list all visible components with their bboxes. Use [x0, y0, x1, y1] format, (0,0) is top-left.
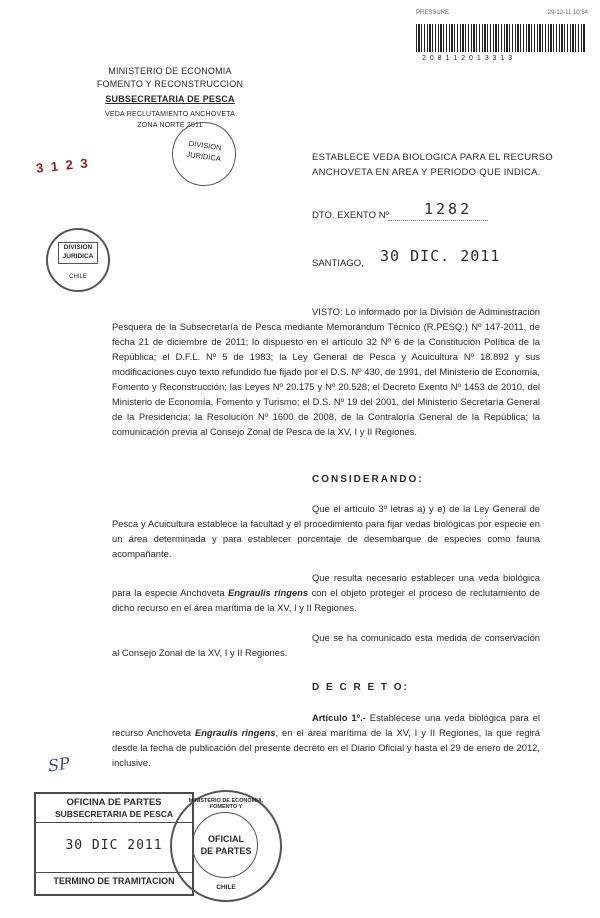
ministerio-ring-bottom: CHILE	[216, 884, 236, 891]
header-veda: VEDA RECLUTAMIENTO ANCHOVETA	[104, 111, 236, 118]
barcode-number: 2 0 8 1 1 2 0 1 3 3 1 3	[422, 55, 514, 62]
barcode-timestamp: 29-12-11 10:54	[547, 10, 588, 16]
header-subsecretaria: SUBSECRETARIA DE PESCA	[105, 94, 235, 104]
considerando-p3: Que se ha comunicado esta medida de conservación al Consejo Zonal de la XV, I y II Regiones.	[112, 632, 540, 658]
division-stamp-line2: JURIDICA	[185, 149, 222, 164]
barcode-code-left: PRESSURE	[416, 10, 450, 16]
considerando-heading: CONSIDERANDO:	[312, 474, 424, 485]
ministerio-stamp-inner-ring	[192, 812, 258, 878]
decree-date: 30 DIC. 2011	[380, 247, 501, 265]
left-stamp-line2: JURIDICA	[62, 253, 94, 260]
barcode-bars	[416, 24, 586, 52]
header-zona: ZONA NORTE 2011	[137, 122, 203, 129]
decreto-a1-b: , en el área marítima de la XV, I y II Regiones, la que regirá desde la fecha de publicación del presente decreto en el Diario Oficial y hasta el 29 de enero de 2012, inclusive.	[112, 727, 540, 768]
decreto-a1-a: Establécese una veda biológica para el recurso Anchoveta	[112, 712, 540, 738]
visto-paragraph: VISTO: Lo informado por la División de Administración Pesquera de la Subsecretaría de Pesca mediante Memorándum Técnico (R.PESQ.) Nº 147-2011, de fecha 21 de diciembre de 2011; lo dispuesto en el artículo 32 Nº 6 de la Constitución Política de la República; el D.F.L. Nº 5 de 1983; la Ley General de Pesca y Acuicultura Nº 18.892 y sus modificaciones cuyo texto refundido fue fijado por el D.S. Nº 430, de 1991, del Ministerio de Economía, Fomento y Reconstrucción; las Leyes Nº 20.175 y Nº 20.528; el Decreto Exento Nº 1453 de 2010, del Ministerio de Economía, Fomento y Turismo; el D.S. Nº 19 del 2001, del Ministerio Secretaría General de la Presidencia; la Resolución Nº 1600 de 2008, de la Contraloría General de la República; la comunicación previa al Consejo Zonal de Pesca de la XV, I y II Regiones.	[112, 306, 540, 437]
header-ministry: MINISTERIO DE ECONOMIA	[108, 66, 232, 76]
left-stamp-ring: CHILE	[69, 274, 87, 280]
decreto-a1-species: Engraulis ringens	[194, 727, 276, 738]
ministerio-oficial-stamp	[170, 790, 282, 902]
left-juridica-stamp	[46, 228, 110, 292]
decreto-heading: D E C R E T O:	[312, 682, 409, 693]
oficina-divider-bottom	[36, 872, 192, 873]
ministerio-ring-top: MINISTERIO DE ECONOMIA, FOMENTO Y	[188, 798, 264, 810]
ministerio-center2: DE PARTES	[200, 846, 252, 856]
barcode-label	[412, 10, 590, 68]
oficina-line2: SUBSECRETARIA DE PESCA	[54, 809, 174, 819]
ministerio-center1: OFICIAL	[208, 834, 244, 844]
decree-number: 1282	[424, 200, 473, 218]
handwritten-number: 3 1 2 3	[35, 155, 91, 176]
oficina-footer: TERMINO DE TRAMITACION	[53, 876, 175, 886]
considerando-p1: Que el artículo 3º letras a) y e) de la Ley General de Pesca y Acuicultura establece la facultad y el procedimiento para fijar vedas biológicas por especie en un área determinada y para establecer porcentaje de desembarque de especies como fauna acompañante.	[112, 503, 540, 559]
decreto-article-label: Artículo 1º.-	[312, 712, 366, 723]
oficina-date: 30 DIC 2011	[65, 838, 163, 853]
header-fomento: FOMENTO Y RECONSTRUCCION	[96, 79, 244, 89]
decree-underline	[388, 220, 488, 221]
decreto-article1	[112, 710, 540, 770]
subject-line1: ESTABLECE VEDA BIOLOGICA PARA EL RECURSO	[312, 152, 553, 163]
left-stamp-line1: DIVISION	[63, 244, 93, 251]
considerando-p2-b: con el objeto proteger el proceso de reclutamiento de dicho recurso en el área marítima de la XV, I y II Regiones.	[112, 587, 541, 613]
handwritten-initials: SP	[46, 753, 71, 776]
oficina-divider-top	[36, 822, 192, 823]
considerando-p2-a: Que resulta necesario establecer una veda biológica para la especie Anchoveta	[112, 572, 540, 598]
considerando-p2-species: Engraulis ringens	[228, 587, 309, 598]
subject-line2: ANCHOVETA EN AREA Y PERIODO QUE INDICA.	[312, 167, 541, 178]
division-stamp-line1: DIVISION	[188, 138, 223, 153]
decree-label: DTO. EXENTO Nº	[312, 210, 390, 221]
decree-place: SANTIAGO,	[312, 258, 364, 269]
considerando-p2	[112, 570, 540, 615]
oficina-line1: OFICINA DE PARTES	[66, 797, 162, 808]
